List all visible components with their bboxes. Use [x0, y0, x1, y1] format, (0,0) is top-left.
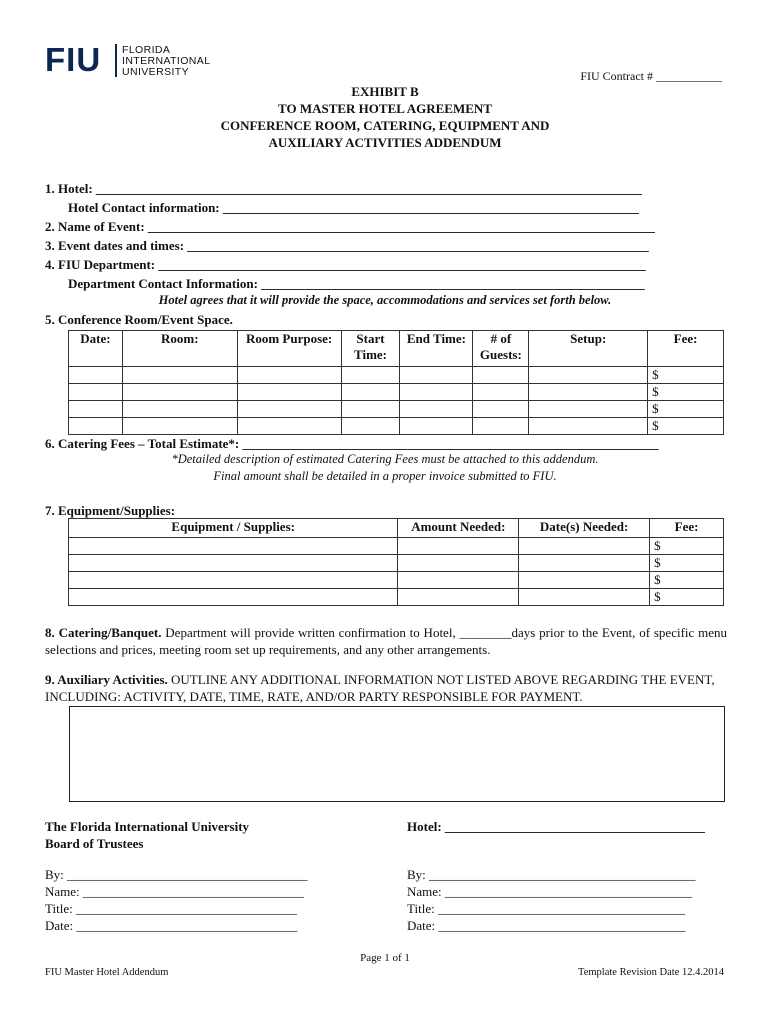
fiu-logo-text	[122, 45, 210, 78]
logo-line-1: FLORIDA	[122, 44, 171, 56]
catering-banquet-section	[45, 624, 727, 658]
equipment-table-header	[69, 519, 724, 538]
hotel-date-field[interactable]: Date: ______________________________________	[407, 918, 686, 933]
contract-number[interactable]: FIU Contract # ___________	[580, 69, 722, 83]
department-field[interactable]: 4. FIU Department: ___________________________________________________________________________	[45, 257, 646, 272]
hotel-contact-field[interactable]: Hotel Contact information: ________________________________________________________________	[68, 200, 639, 215]
fee-cell[interactable]: $	[650, 589, 724, 606]
table-row[interactable]	[69, 384, 724, 401]
col-dates-needed: Date(s) Needed:	[519, 519, 650, 538]
heading-line-4: AUXILIARY ACTIVITIES ADDENDUM	[268, 135, 502, 150]
fiu-signature-block	[45, 866, 308, 934]
fiu-date-field[interactable]: Date: __________________________________	[45, 918, 298, 933]
hotel-by-field[interactable]: By: _________________________________________	[407, 867, 696, 882]
fiu-by-field[interactable]: By: _____________________________________	[45, 867, 308, 882]
fee-cell[interactable]: $	[650, 572, 724, 589]
catering-banquet-text[interactable]: Department will provide written confirmation to Hotel, ________days prior to the Event, of specific menu selections and prices, meeting room set up requirements, and any other arrangements.	[45, 625, 727, 657]
logo-line-3: UNIVERSITY	[122, 66, 190, 78]
fiu-signature-title	[45, 818, 249, 852]
col-end-time: End Time:	[400, 331, 473, 367]
table-row[interactable]	[69, 589, 724, 606]
fee-cell[interactable]: $	[648, 367, 724, 384]
catering-banquet-title: 8. Catering/Banquet.	[45, 625, 162, 640]
conference-label: 5. Conference Room/Event Space.	[45, 312, 233, 327]
auxiliary-textbox[interactable]	[69, 706, 725, 802]
col-start-time: Start Time:	[341, 331, 400, 367]
col-equipment: Equipment / Supplies:	[69, 519, 398, 538]
hotel-signature-block	[407, 866, 696, 934]
fee-cell[interactable]: $	[650, 555, 724, 572]
auxiliary-section	[45, 671, 727, 705]
catering-fees-field[interactable]: 6. Catering Fees – Total Estimate*: ________________________________________________________________	[45, 436, 659, 451]
footer-right: Template Revision Date 12.4.2014	[578, 967, 724, 978]
event-dates-field[interactable]: 3. Event dates and times: _______________________________________________________________________	[45, 238, 649, 253]
col-amount: Amount Needed:	[398, 519, 519, 538]
col-date: Date:	[69, 331, 123, 367]
heading-line-1: EXHIBIT B	[351, 84, 419, 99]
table-row[interactable]	[69, 555, 724, 572]
fee-cell[interactable]: $	[648, 384, 724, 401]
equipment-table	[68, 518, 724, 606]
heading-line-3: CONFERENCE ROOM, CATERING, EQUIPMENT AND	[220, 118, 550, 133]
fiu-board: Board of Trustees	[45, 836, 144, 851]
fiu-name-field[interactable]: Name: __________________________________	[45, 884, 304, 899]
heading-line-2: TO MASTER HOTEL AGREEMENT	[278, 101, 492, 116]
table-row[interactable]	[69, 401, 724, 418]
fiu-logo-mark: FIU	[45, 41, 102, 78]
page-number: Page 1 of 1	[360, 952, 410, 964]
catering-note-1: *Detailed description of estimated Catering Fees must be attached to this addendum.	[171, 452, 599, 466]
catering-note-2: Final amount shall be detailed in a proper invoice submitted to FIU.	[213, 469, 557, 483]
table-row[interactable]	[69, 367, 724, 384]
hotel-field[interactable]: 1. Hotel: ____________________________________________________________________________________	[45, 181, 642, 196]
hotel-name-field[interactable]: Name: ______________________________________	[407, 884, 692, 899]
room-table-header	[69, 331, 724, 367]
col-room-purpose: Room Purpose:	[237, 331, 341, 367]
table-row[interactable]	[69, 418, 724, 435]
room-table	[68, 330, 724, 435]
agreement-note: Hotel agrees that it will provide the space, accommodations and services set forth below.	[158, 293, 612, 307]
logo-line-2: INTERNATIONAL	[122, 55, 211, 67]
dept-contact-field[interactable]: Department Contact Information: ___________________________________________________________	[68, 276, 645, 291]
auxiliary-title: 9. Auxiliary Activities.	[45, 672, 168, 687]
table-row[interactable]	[69, 572, 724, 589]
equipment-label: 7. Equipment/Supplies:	[45, 503, 176, 518]
auxiliary-text: OUTLINE ANY ADDITIONAL INFORMATION NOT LISTED ABOVE REGARDING THE EVENT, INCLUDING: ACTIVITY, DATE, TIME, RATE, AND/OR PARTY RESPONSIBLE FOR PAYMENT.	[45, 672, 715, 704]
event-name-field[interactable]: 2. Name of Event: ______________________________________________________________________________	[45, 219, 655, 234]
col-room: Room:	[122, 331, 237, 367]
hotel-signature-field[interactable]: Hotel: ________________________________________	[407, 819, 705, 834]
col-equip-fee: Fee:	[650, 519, 724, 538]
col-setup: Setup:	[529, 331, 648, 367]
col-guests: # of Guests:	[473, 331, 529, 367]
table-row[interactable]	[69, 538, 724, 555]
logo-divider	[115, 44, 117, 77]
hotel-title-field[interactable]: Title: ______________________________________	[407, 901, 685, 916]
footer-left: FIU Master Hotel Addendum	[45, 967, 169, 978]
fiu-title-field[interactable]: Title: __________________________________	[45, 901, 297, 916]
fee-cell[interactable]: $	[650, 538, 724, 555]
fiu-name: The Florida International University	[45, 819, 250, 834]
col-fee: Fee:	[648, 331, 724, 367]
fee-cell[interactable]: $	[648, 401, 724, 418]
document-heading	[0, 83, 770, 151]
fee-cell[interactable]: $	[648, 418, 724, 435]
